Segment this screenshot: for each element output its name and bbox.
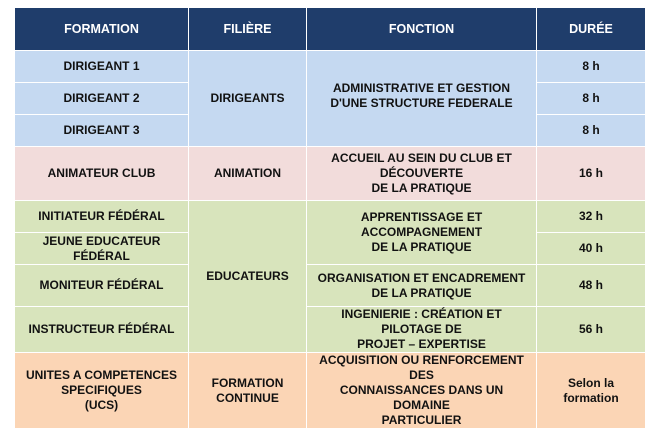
formation-table [14,7,646,429]
duree-cell: 56 h [537,307,646,353]
fonction-text: ACCUEIL AU SEIN DU CLUB ET DÉCOUVERTE DE LA PRATIQUE [331,151,512,195]
formation-text: UNITES A COMPETENCES SPECIFIQUES (UCS) [25,368,178,412]
table-row [15,147,646,201]
fonction-text: ORGANISATION ET ENCADREMENT DE LA PRATIQUE [317,270,526,300]
filiere-cell [189,353,307,429]
duree-cell: 16 h [537,147,646,201]
fonction-cell [307,147,537,201]
formation-cell: DIRIGEANT 2 [15,83,189,115]
filiere-cell: EDUCATEURS [189,201,307,353]
fonction-text: ADMINISTRATIVE ET GESTION D'UNE STRUCTURE FEDERALE [330,80,513,110]
table-row [15,201,646,233]
formation-cell: INITIATEUR FÉDÉRAL [15,201,189,233]
duree-cell: 8 h [537,83,646,115]
fonction-text: ACQUISITION OU RENFORCEMENT DES CONNAISSANCES DANS UN DOMAINE PARTICULIER [319,353,524,427]
duree-cell: Selon la formation [537,353,646,429]
formation-cell: MONITEUR FÉDÉRAL [15,265,189,307]
formation-cell: ANIMATEUR CLUB [15,147,189,201]
duree-cell: 32 h [537,201,646,233]
table-row [15,353,646,429]
formation-cell [15,353,189,429]
duree-cell: 8 h [537,115,646,147]
fonction-text: INGENIERIE : CRÉATION ET PILOTAGE DE PROJET – EXPERTISE [341,307,502,351]
duree-cell: 8 h [537,51,646,83]
table-row [15,307,646,353]
filiere-cell: DIRIGEANTS [189,51,307,147]
header-formation: FORMATION [15,8,189,51]
duree-cell: 40 h [537,233,646,265]
table-header-row [15,8,646,51]
duree-cell: 48 h [537,265,646,307]
fonction-cell [307,353,537,429]
fonction-cell [307,51,537,147]
table-row [15,265,646,307]
formation-table-container [14,7,646,429]
table-row [15,51,646,83]
filiere-text: FORMATION CONTINUE [211,375,284,405]
fonction-cell [307,265,537,307]
formation-cell: INSTRUCTEUR FÉDÉRAL [15,307,189,353]
fonction-cell [307,307,537,353]
header-filiere: FILIÈRE [189,8,307,51]
header-fonction: FONCTION [307,8,537,51]
fonction-text: APPRENTISSAGE ET ACCOMPAGNEMENT DE LA PRATIQUE [360,210,483,254]
header-duree: DURÉE [537,8,646,51]
formation-cell: DIRIGEANT 1 [15,51,189,83]
formation-cell: DIRIGEANT 3 [15,115,189,147]
fonction-cell [307,201,537,265]
filiere-cell: ANIMATION [189,147,307,201]
formation-cell: JEUNE EDUCATEUR FÉDÉRAL [15,233,189,265]
